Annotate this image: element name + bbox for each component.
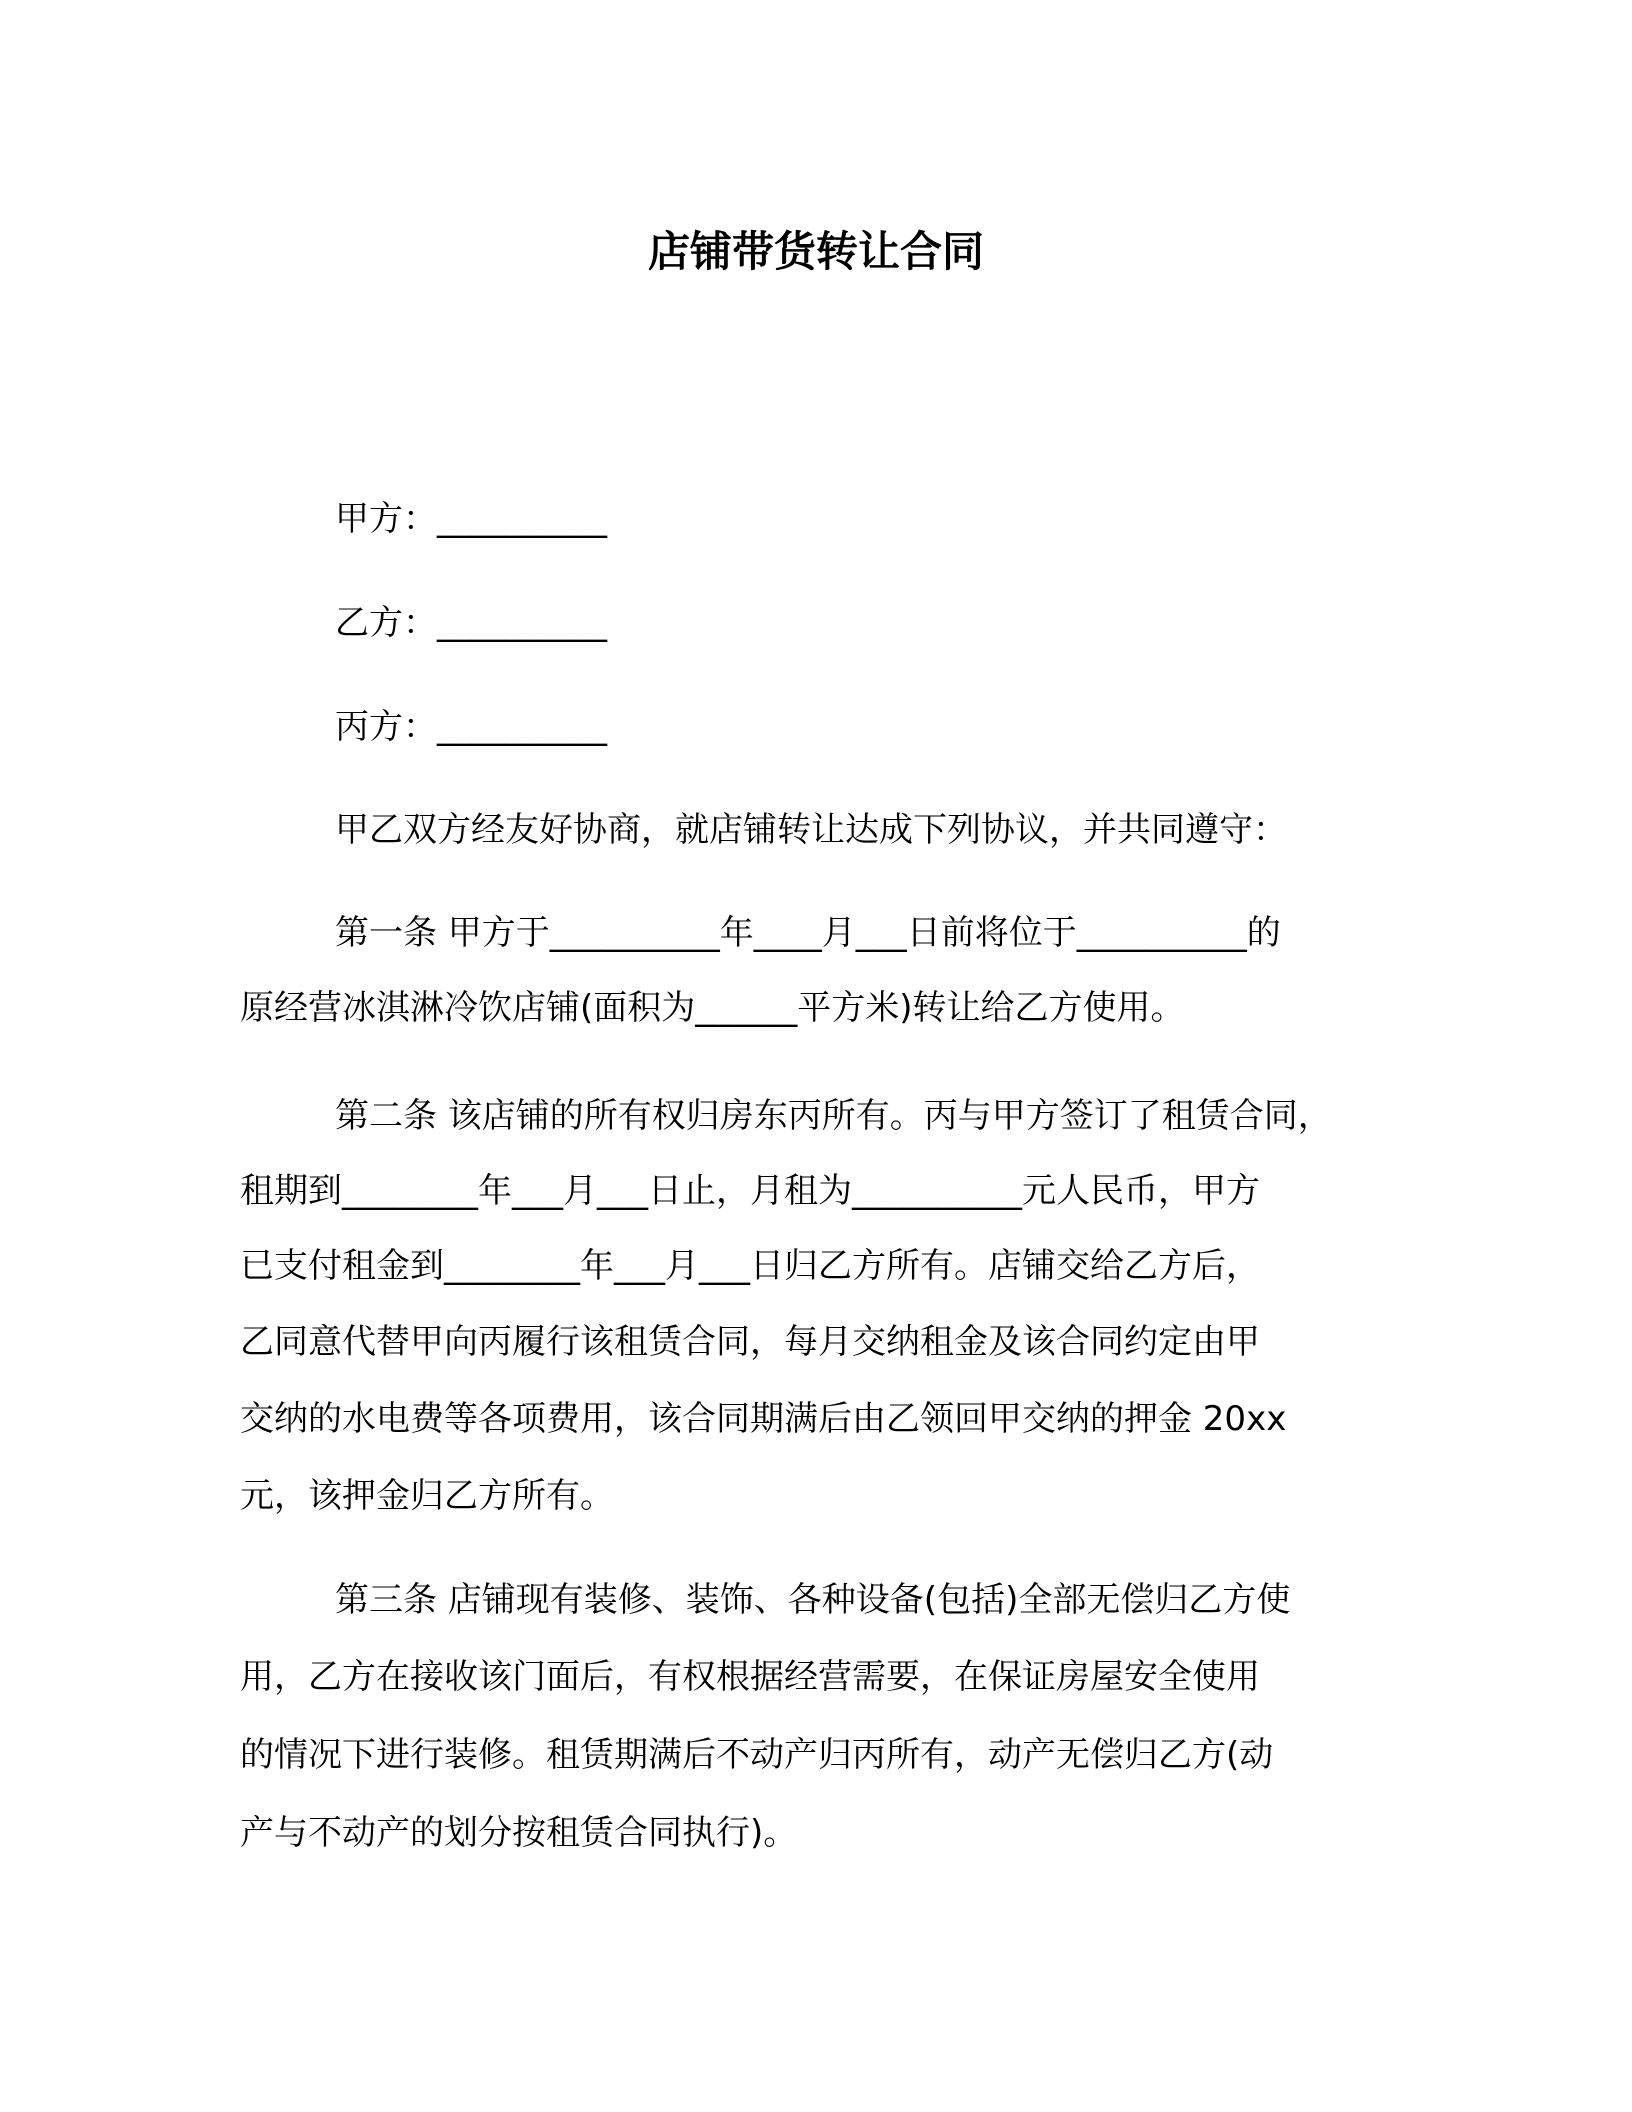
article-2-line-1: 第二条 该店铺的所有权归房东丙所有。丙与甲方签订了租赁合同，	[335, 1096, 1332, 1136]
article-1-line-1: 第一条 甲方于__________年____月___日前将位于__________的	[335, 913, 1281, 953]
party-b-line: 乙方：__________	[335, 603, 607, 643]
article-1-line-2: 原经营冰淇淋冷饮店铺(面积为______平方米)转让给乙方使用。	[240, 988, 1185, 1028]
article-3-line-1: 第三条 店铺现有装修、装饰、各种设备(包括)全部无偿归乙方使	[335, 1580, 1291, 1620]
article-3-line-4: 产与不动产的划分按租赁合同执行)。	[240, 1813, 798, 1853]
article-3-line-3: 的情况下进行装修。租赁期满后不动产归丙所有，动产无偿归乙方(动	[240, 1735, 1274, 1775]
party-a-line: 甲方：__________	[335, 499, 607, 539]
article-2-line-5: 交纳的水电费等各项费用，该合同期满后由乙领回甲交纳的押金 20xx	[240, 1399, 1287, 1439]
article-2-line-6: 元，该押金归乙方所有。	[240, 1476, 614, 1516]
intro-line: 甲乙双方经友好协商，就店铺转让达成下列协议，并共同遵守：	[335, 810, 1287, 850]
article-3-line-2: 用，乙方在接收该门面后，有权根据经营需要，在保证房屋安全使用	[240, 1657, 1260, 1697]
document-title: 店铺带货转让合同	[647, 227, 984, 276]
article-2-line-4: 乙同意代替甲向丙履行该租赁合同，每月交纳租金及该合同约定由甲	[240, 1322, 1260, 1362]
article-2-line-3: 已支付租金到________年___月___日归乙方所有。店铺交给乙方后，	[240, 1246, 1260, 1286]
article-2-line-2: 租期到________年___月___日止，月租为__________元人民币，甲方	[240, 1171, 1260, 1211]
party-c-line: 丙方：__________	[335, 707, 607, 747]
